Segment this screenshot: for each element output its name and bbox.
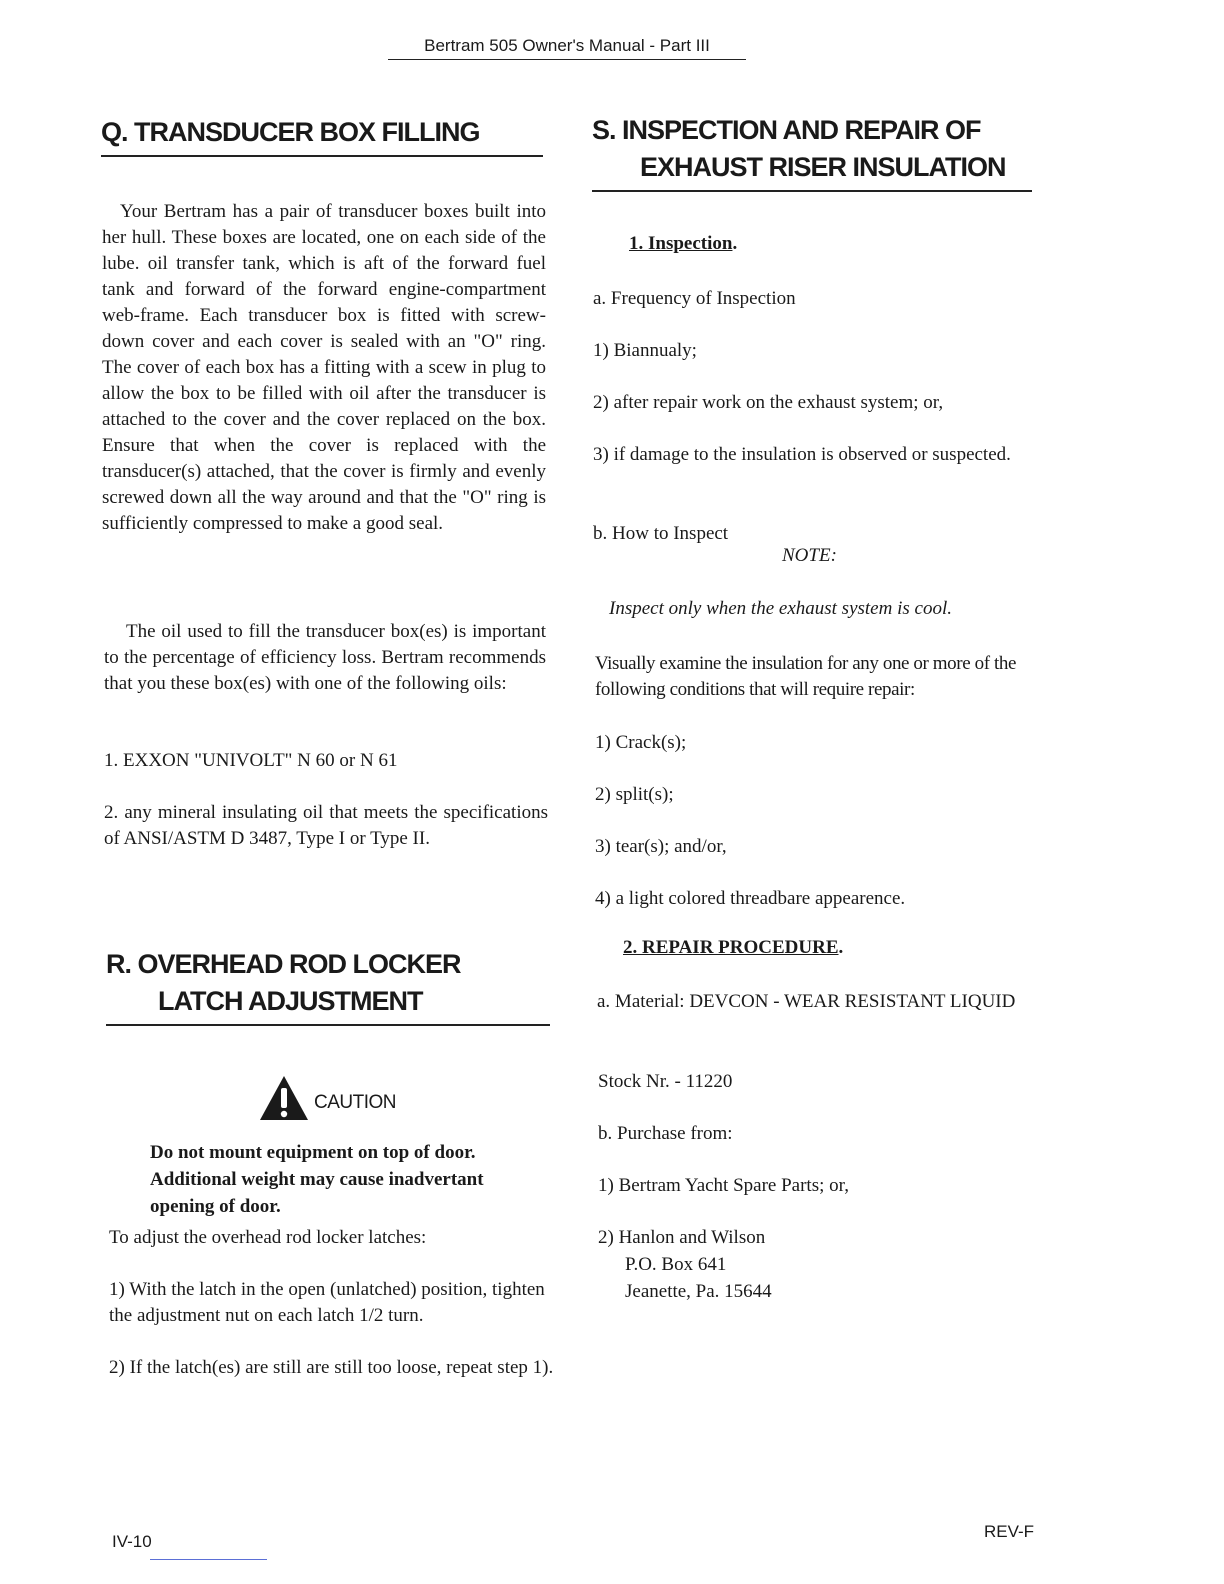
- repair-procedure-subheading-text: 2. REPAIR PROCEDURE: [623, 937, 839, 958]
- note-text: Inspect only when the exhaust system is cool.: [609, 598, 952, 619]
- oil-option-2: 2. any mineral insulating oil that meets the specifications of ANSI/ASTM D 3487, Type I or Type II.: [104, 802, 548, 849]
- caution-label: CAUTION: [314, 1092, 396, 1113]
- section-r-title: [106, 946, 550, 1026]
- footer-rule: [150, 1559, 267, 1560]
- purchase-from: b. Purchase from:: [598, 1123, 733, 1144]
- inspection-subheading-dot: .: [732, 233, 738, 254]
- frequency-item-2: 2) after repair work on the exhaust system; or,: [593, 392, 944, 413]
- caution-block: [258, 1074, 558, 1122]
- section-s-title-line-1: S. INSPECTION AND REPAIR OF: [592, 115, 981, 145]
- section-q-title: Q. TRANSDUCER BOX FILLING: [101, 114, 543, 157]
- stock-number: Stock Nr. - 11220: [598, 1071, 733, 1092]
- section-s-title-line-2: EXHAUST RISER INSULATION: [640, 152, 1006, 182]
- vendor-2-address-2: Jeanette, Pa. 15644: [625, 1281, 772, 1302]
- note-label: NOTE:: [782, 545, 837, 566]
- frequency-item-1: 1) Biannualy;: [593, 340, 697, 361]
- inspection-subheading-text: 1. Inspection: [629, 233, 733, 254]
- condition-2: 2) split(s);: [595, 784, 674, 805]
- repair-procedure-subheading-dot: .: [838, 937, 844, 958]
- vendor-2-address-1: P.O. Box 641: [625, 1254, 727, 1275]
- frequency-of-inspection: a. Frequency of Inspection: [593, 288, 796, 309]
- vendor-1: 1) Bertram Yacht Spare Parts; or,: [598, 1175, 849, 1196]
- running-header: Bertram 505 Owner's Manual - Part III: [388, 36, 746, 60]
- section-q-paragraph-1: Your Bertram has a pair of transducer boxes built into her hull. These boxes are located, one on each side of the lube. oil transfer tank, which is aft of the forward fuel tank and forward of the forward engine-compartment web-frame. Each transducer box is fitted with screw-down cover and each cover is sealed with an "O" ring. The cover of each box has a fitting with a scew in plug to allow the box to be filled with oil after the transducer is attached to the cover and the cover replaced on the box. Ensure that when the cover is replaced with the transducer(s) attached, that the cover is firmly and evenly screwed down all the way around and that the "O" ring is sufficiently compressed to make a good seal.: [102, 201, 546, 534]
- condition-1: 1) Crack(s);: [595, 732, 687, 753]
- vendor-2: 2) Hanlon and Wilson: [598, 1227, 766, 1248]
- condition-3: 3) tear(s); and/or,: [595, 836, 727, 857]
- condition-4: 4) a light colored threadbare appearence.: [595, 888, 906, 909]
- repair-material: a. Material: DEVCON - WEAR RESISTANT LIQUID: [597, 991, 1016, 1012]
- section-q-paragraph-2: The oil used to fill the transducer box(es) is important to the percentage of efficiency loss. Bertram recommends that you these box(es) with one of the following oils:: [104, 621, 546, 694]
- inspection-subheading: [629, 233, 737, 255]
- page-number: IV-10: [112, 1532, 152, 1551]
- repair-procedure-subheading: [623, 937, 843, 959]
- section-r-title-line-2: LATCH ADJUSTMENT: [158, 986, 423, 1016]
- section-r-title-line-1: R. OVERHEAD ROD LOCKER: [106, 949, 461, 979]
- latch-adjust-intro: To adjust the overhead rod locker latches:: [109, 1227, 427, 1248]
- warning-triangle-icon: [258, 1074, 310, 1122]
- latch-step-1: 1) With the latch in the open (unlatched) position, tighten the adjustment nut on each latch 1/2 turn.: [109, 1279, 545, 1326]
- latch-step-2: 2) If the latch(es) are still are still too loose, repeat step 1).: [109, 1357, 554, 1378]
- visual-examine-text: Visually examine the insulation for any one or more of the following conditions that will require repair:: [595, 653, 1016, 700]
- how-to-inspect: b. How to Inspect: [593, 523, 729, 544]
- oil-option-1: 1. EXXON "UNIVOLT" N 60 or N 61: [104, 750, 398, 771]
- section-s-title: [592, 112, 1032, 192]
- frequency-item-3: 3) if damage to the insulation is observed or suspected.: [593, 444, 1011, 465]
- revision-label: REV-F: [984, 1522, 1035, 1541]
- caution-text: Do not mount equipment on top of door. Additional weight may cause inadvertant opening of door.: [150, 1142, 484, 1217]
